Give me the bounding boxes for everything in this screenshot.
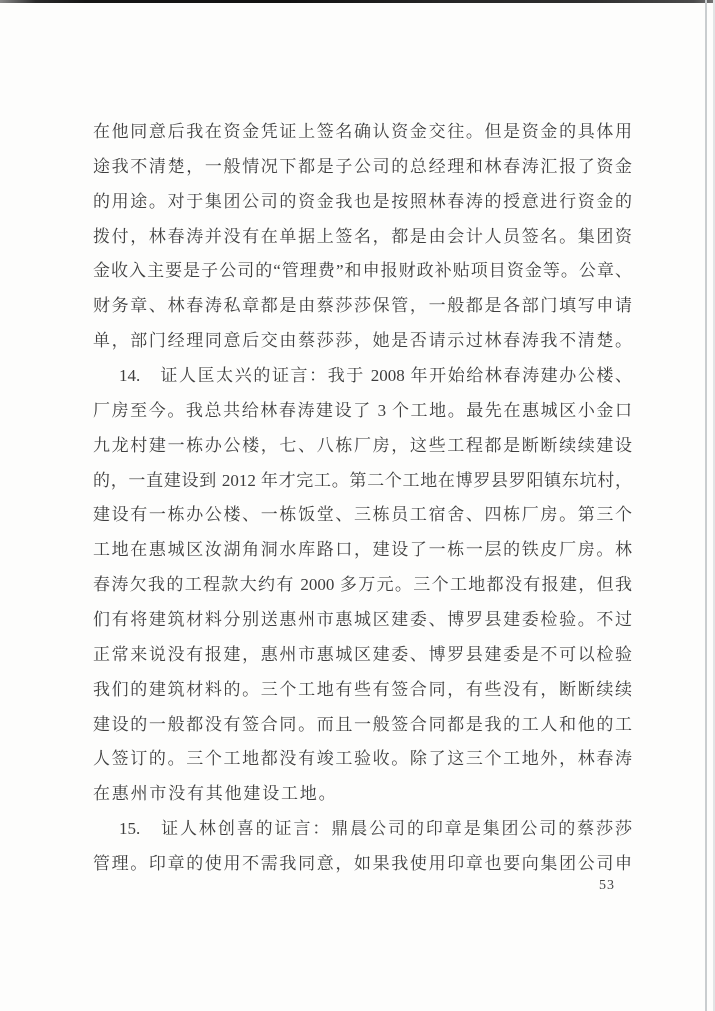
text-line: 金收入主要是子公司的“管理费”和申报财政补贴项目资金等。公章、 [93, 261, 632, 281]
text-line: 的，一直建设到 2012 年才完工。第二个工地在博罗县罗阳镇东坑村， [93, 470, 632, 490]
text-line: 财务章、林春涛私章都是由蔡莎莎保管，一般都是各部门填写申请 [93, 296, 632, 316]
text-line: 正常来说没有报建，惠州市惠城区建委、博罗县建委是不可以检验 [93, 644, 632, 664]
scan-artifact-top-edge [0, 0, 715, 3]
text-line: 拨付，林春涛并没有在单据上签名，都是由会计人员签名。集团资 [93, 226, 632, 246]
page-number: 53 [599, 878, 615, 893]
text-line: 管理。印章的使用不需我同意，如果我使用印章也要向集团公司申 [93, 854, 632, 874]
text-line: 春涛欠我的工程款大约有 2000 多万元。三个工地都没有报建，但我 [93, 575, 632, 595]
text-line: 的用途。对于集团公司的资金我也是按照林春涛的授意进行资金的 [93, 191, 632, 211]
text-line: 14. 证人匡太兴的证言：我于 2008 年开始给林春涛建办公楼、 [119, 366, 632, 386]
text-line: 我们的建筑材料的。三个工地有些有签合同，有些没有，断断续续 [93, 679, 632, 699]
text-line: 九龙村建一栋办公楼，七、八栋厂房，这些工程都是断断续续建设 [93, 435, 632, 455]
text-line: 途我不清楚，一般情况下都是子公司的总经理和林春涛汇报了资金 [93, 156, 632, 176]
text-line: 在惠州市没有其他建设工地。 [93, 784, 338, 804]
text-line: 建设有一栋办公楼、一栋饭堂、三栋员工宿舍、四栋厂房。第三个 [93, 505, 632, 525]
text-line: 建设的一般都没有签合同。而且一般签合同都是我的工人和他的工 [93, 714, 632, 734]
text-line: 人签订的。三个工地都没有竣工验收。除了这三个工地外，林春涛 [93, 749, 632, 769]
text-line: 单，部门经理同意后交由蔡莎莎，她是否请示过林春涛我不清楚。 [93, 331, 632, 351]
scan-artifact-right-line [705, 0, 707, 1011]
text-line: 厂房至今。我总共给林春涛建设了 3 个工地。最先在惠城区小金口 [93, 400, 632, 420]
text-line: 们有将建筑材料分别送惠州市惠城区建委、博罗县建委检验。不过 [93, 610, 632, 630]
text-line: 在他同意后我在资金凭证上签名确认资金交往。但是资金的具体用 [93, 122, 632, 141]
text-line: 15. 证人林创喜的证言：鼎晨公司的印章是集团公司的蔡莎莎 [119, 819, 632, 839]
document-body [93, 115, 632, 882]
text-line: 工地在惠城区汝湖角洞水库路口，建设了一栋一层的铁皮厂房。林 [93, 540, 632, 560]
